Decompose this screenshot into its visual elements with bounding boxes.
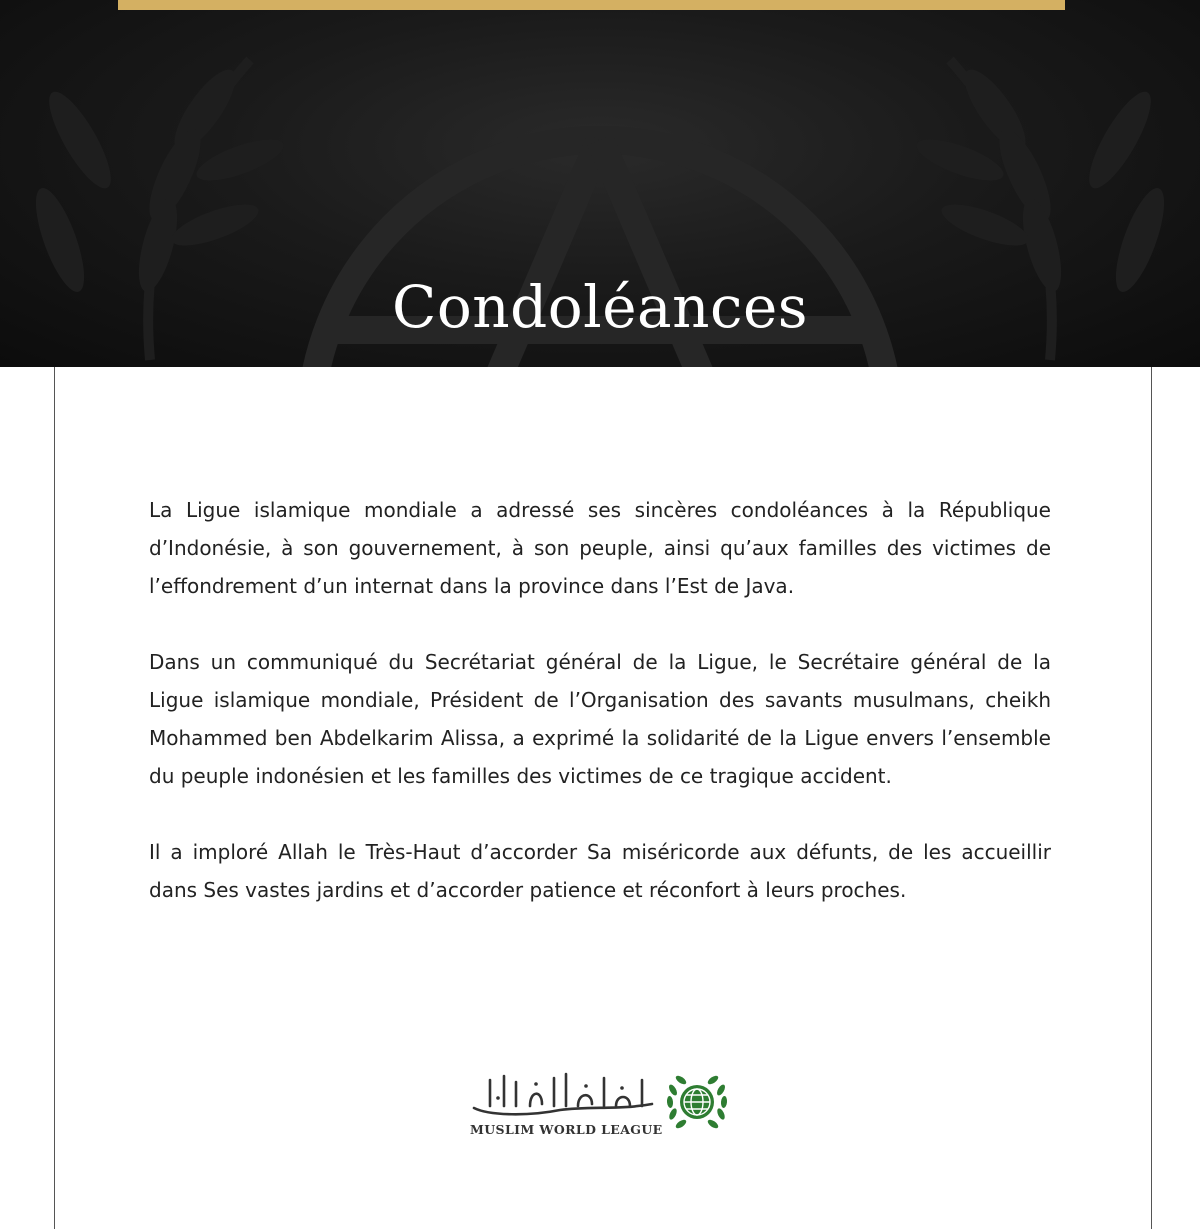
header-banner (0, 0, 1200, 367)
paragraph-2: Dans un communiqué du Secrétariat général de la Ligue, le Secrétaire général de la Ligue islamique mondiale, Président de l’Organisation des savants musulmans, cheikh Mohammed ben Abdelkarim Alissa, a exprimé la solidarité de la Ligue envers l’ensemble du peuple indonésien et les familles des victimes de ce tragique accident. (149, 650, 1051, 788)
paragraph-1: La Ligue islamique mondiale a adressé ses sincères condoléances à la République d’Indonésie, à son gouvernement, à son peuple, ainsi qu’aux familles des victimes de l’effondrement d’un internat dans la province dans l’Est de Java. (149, 498, 1051, 598)
article-body (149, 491, 1051, 909)
logo-english-text: MUSLIM WORLD LEAGUE (470, 1122, 663, 1137)
paragraph-3: Il a imploré Allah le Très-Haut d’accorder Sa miséricorde aux défunts, de les accueillir dans Ses vastes jardins et d’accorder patience et réconfort à leurs proches. (149, 840, 1051, 902)
arabic-calligraphy-logo-icon (470, 1070, 658, 1118)
page-title: Condoléances (391, 273, 809, 341)
muslim-world-league-logo (470, 1070, 730, 1142)
globe-laurel-icon (664, 1070, 730, 1136)
gold-accent-bar (118, 0, 1065, 10)
